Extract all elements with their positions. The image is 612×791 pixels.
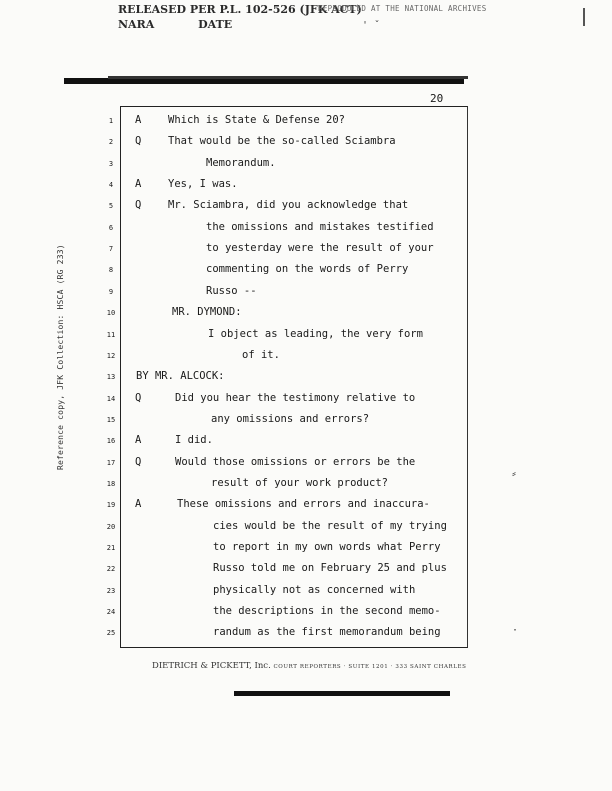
line-text: That would be the so-called Sciambra — [168, 135, 396, 148]
line-text: Memorandum. — [206, 156, 276, 169]
line-text: MR. DYMOND: — [172, 306, 242, 319]
speaker-label: Q — [135, 391, 142, 404]
line-number: 24 — [106, 608, 116, 617]
speaker-label: A — [135, 498, 142, 511]
speaker-label: A — [135, 178, 142, 191]
transcript-line — [0, 411, 612, 431]
line-text: I did. — [175, 434, 213, 447]
transcript-line — [0, 176, 612, 196]
line-number: 12 — [106, 351, 116, 360]
transcript-line — [0, 539, 612, 559]
transcript-line — [0, 304, 612, 324]
line-text: of it. — [242, 348, 280, 361]
transcript-line — [0, 240, 612, 260]
line-number: 10 — [106, 309, 116, 318]
transcript-line — [0, 582, 612, 602]
line-text: result of your work product? — [211, 476, 389, 489]
line-text: the omissions and mistakes testified — [206, 220, 434, 233]
line-number: 15 — [106, 415, 116, 424]
line-text: I object as leading, the very form — [208, 327, 423, 340]
line-number: 22 — [106, 565, 116, 574]
line-number: 16 — [106, 437, 116, 446]
bottom-scan-bar — [234, 691, 450, 696]
line-number: 2 — [108, 138, 114, 147]
transcript-line — [0, 454, 612, 474]
reporter-firm: DIETRICH & PICKETT, Inc. — [152, 661, 271, 671]
corner-mark — [583, 8, 585, 26]
page-number: 20 — [430, 92, 444, 105]
line-number: 7 — [108, 245, 114, 254]
transcript-line — [0, 347, 612, 367]
line-text: commenting on the words of Perry — [206, 263, 409, 276]
transcript-line — [0, 155, 612, 175]
stamp-date-label: DATE — [198, 18, 233, 31]
margin-mark: ⸗ — [512, 466, 516, 480]
line-number: 25 — [106, 629, 116, 638]
line-number: 17 — [106, 458, 116, 467]
line-number: 13 — [106, 373, 116, 382]
speaker-label: A — [135, 434, 142, 447]
line-text: to yesterday were the result of your — [206, 242, 434, 255]
line-number: 1 — [108, 117, 114, 125]
line-text: These omissions and errors and inaccura- — [177, 498, 430, 511]
transcript-line — [0, 603, 612, 623]
reproduced-note: REPRODUCED AT THE NATIONAL ARCHIVES — [318, 4, 487, 13]
line-text: BY MR. ALCOCK: — [136, 370, 225, 383]
reporter-address: COURT REPORTERS · SUITE 1201 · 333 SAINT CHARLES — [273, 664, 467, 670]
line-number: 11 — [106, 330, 116, 339]
speaker-label: Q — [135, 135, 142, 148]
transcript-line — [0, 390, 612, 410]
stamp-line-release: RELEASED PER P.L. 102-526 (JFK ACT) — [118, 3, 362, 16]
margin-mark-2: · — [512, 625, 519, 636]
stamp-nara-label: NARA — [118, 18, 155, 31]
transcript-line — [0, 219, 612, 239]
transcript-line — [0, 475, 612, 495]
line-text: Russo -- — [206, 284, 257, 297]
speaker-label: Q — [135, 199, 142, 212]
line-text: Which is State & Defense 20? — [168, 114, 346, 126]
line-text: cies would be the result of my trying — [213, 519, 447, 532]
line-number: 18 — [106, 479, 116, 488]
transcript-line — [0, 261, 612, 281]
transcript-line — [0, 326, 612, 346]
transcript-line — [0, 368, 612, 388]
line-number: 6 — [108, 223, 114, 232]
sidebar-reference-note: Reference copy, JFK Collection: HSCA (RG 233) — [56, 244, 65, 470]
transcript-line — [0, 496, 612, 516]
reporter-footer — [152, 661, 467, 671]
line-number: 4 — [108, 181, 114, 190]
line-text: Mr. Sciambra, did you acknowledge that — [168, 199, 409, 212]
line-number: 8 — [108, 266, 114, 275]
line-number: 21 — [106, 544, 116, 552]
top-scan-bar-thin — [108, 76, 468, 79]
stamp-line-nara — [118, 17, 362, 32]
line-text: to report in my own words what Perry — [213, 541, 441, 553]
line-text: any omissions and errors? — [211, 412, 370, 425]
speaker-label: Q — [135, 455, 142, 468]
line-text: Yes, I was. — [168, 178, 238, 191]
transcript-line — [0, 283, 612, 303]
line-text: physically not as concerned with — [213, 583, 416, 596]
transcript-line — [0, 560, 612, 580]
stray-marks: ' ˇ — [362, 20, 381, 31]
transcript-line — [0, 624, 612, 644]
line-text: Did you hear the testimony relative to — [175, 391, 416, 404]
transcript-line — [0, 112, 612, 132]
line-number: 20 — [106, 522, 116, 531]
transcript-line — [0, 518, 612, 538]
line-text: randum as the first memorandum being — [213, 626, 441, 639]
line-text: Would those omissions or errors be the — [175, 455, 416, 468]
speaker-label: A — [135, 114, 142, 126]
line-number: 3 — [108, 159, 114, 168]
line-text: the descriptions in the second memo- — [213, 605, 441, 618]
transcript-line — [0, 133, 612, 153]
transcript-line — [0, 197, 612, 217]
transcript-line — [0, 432, 612, 452]
line-number: 9 — [108, 287, 114, 296]
line-text: Russo told me on February 25 and plus — [213, 562, 447, 575]
line-number: 5 — [108, 202, 114, 211]
line-number: 19 — [106, 501, 116, 510]
line-number: 23 — [106, 586, 116, 595]
line-number: 14 — [106, 394, 116, 403]
